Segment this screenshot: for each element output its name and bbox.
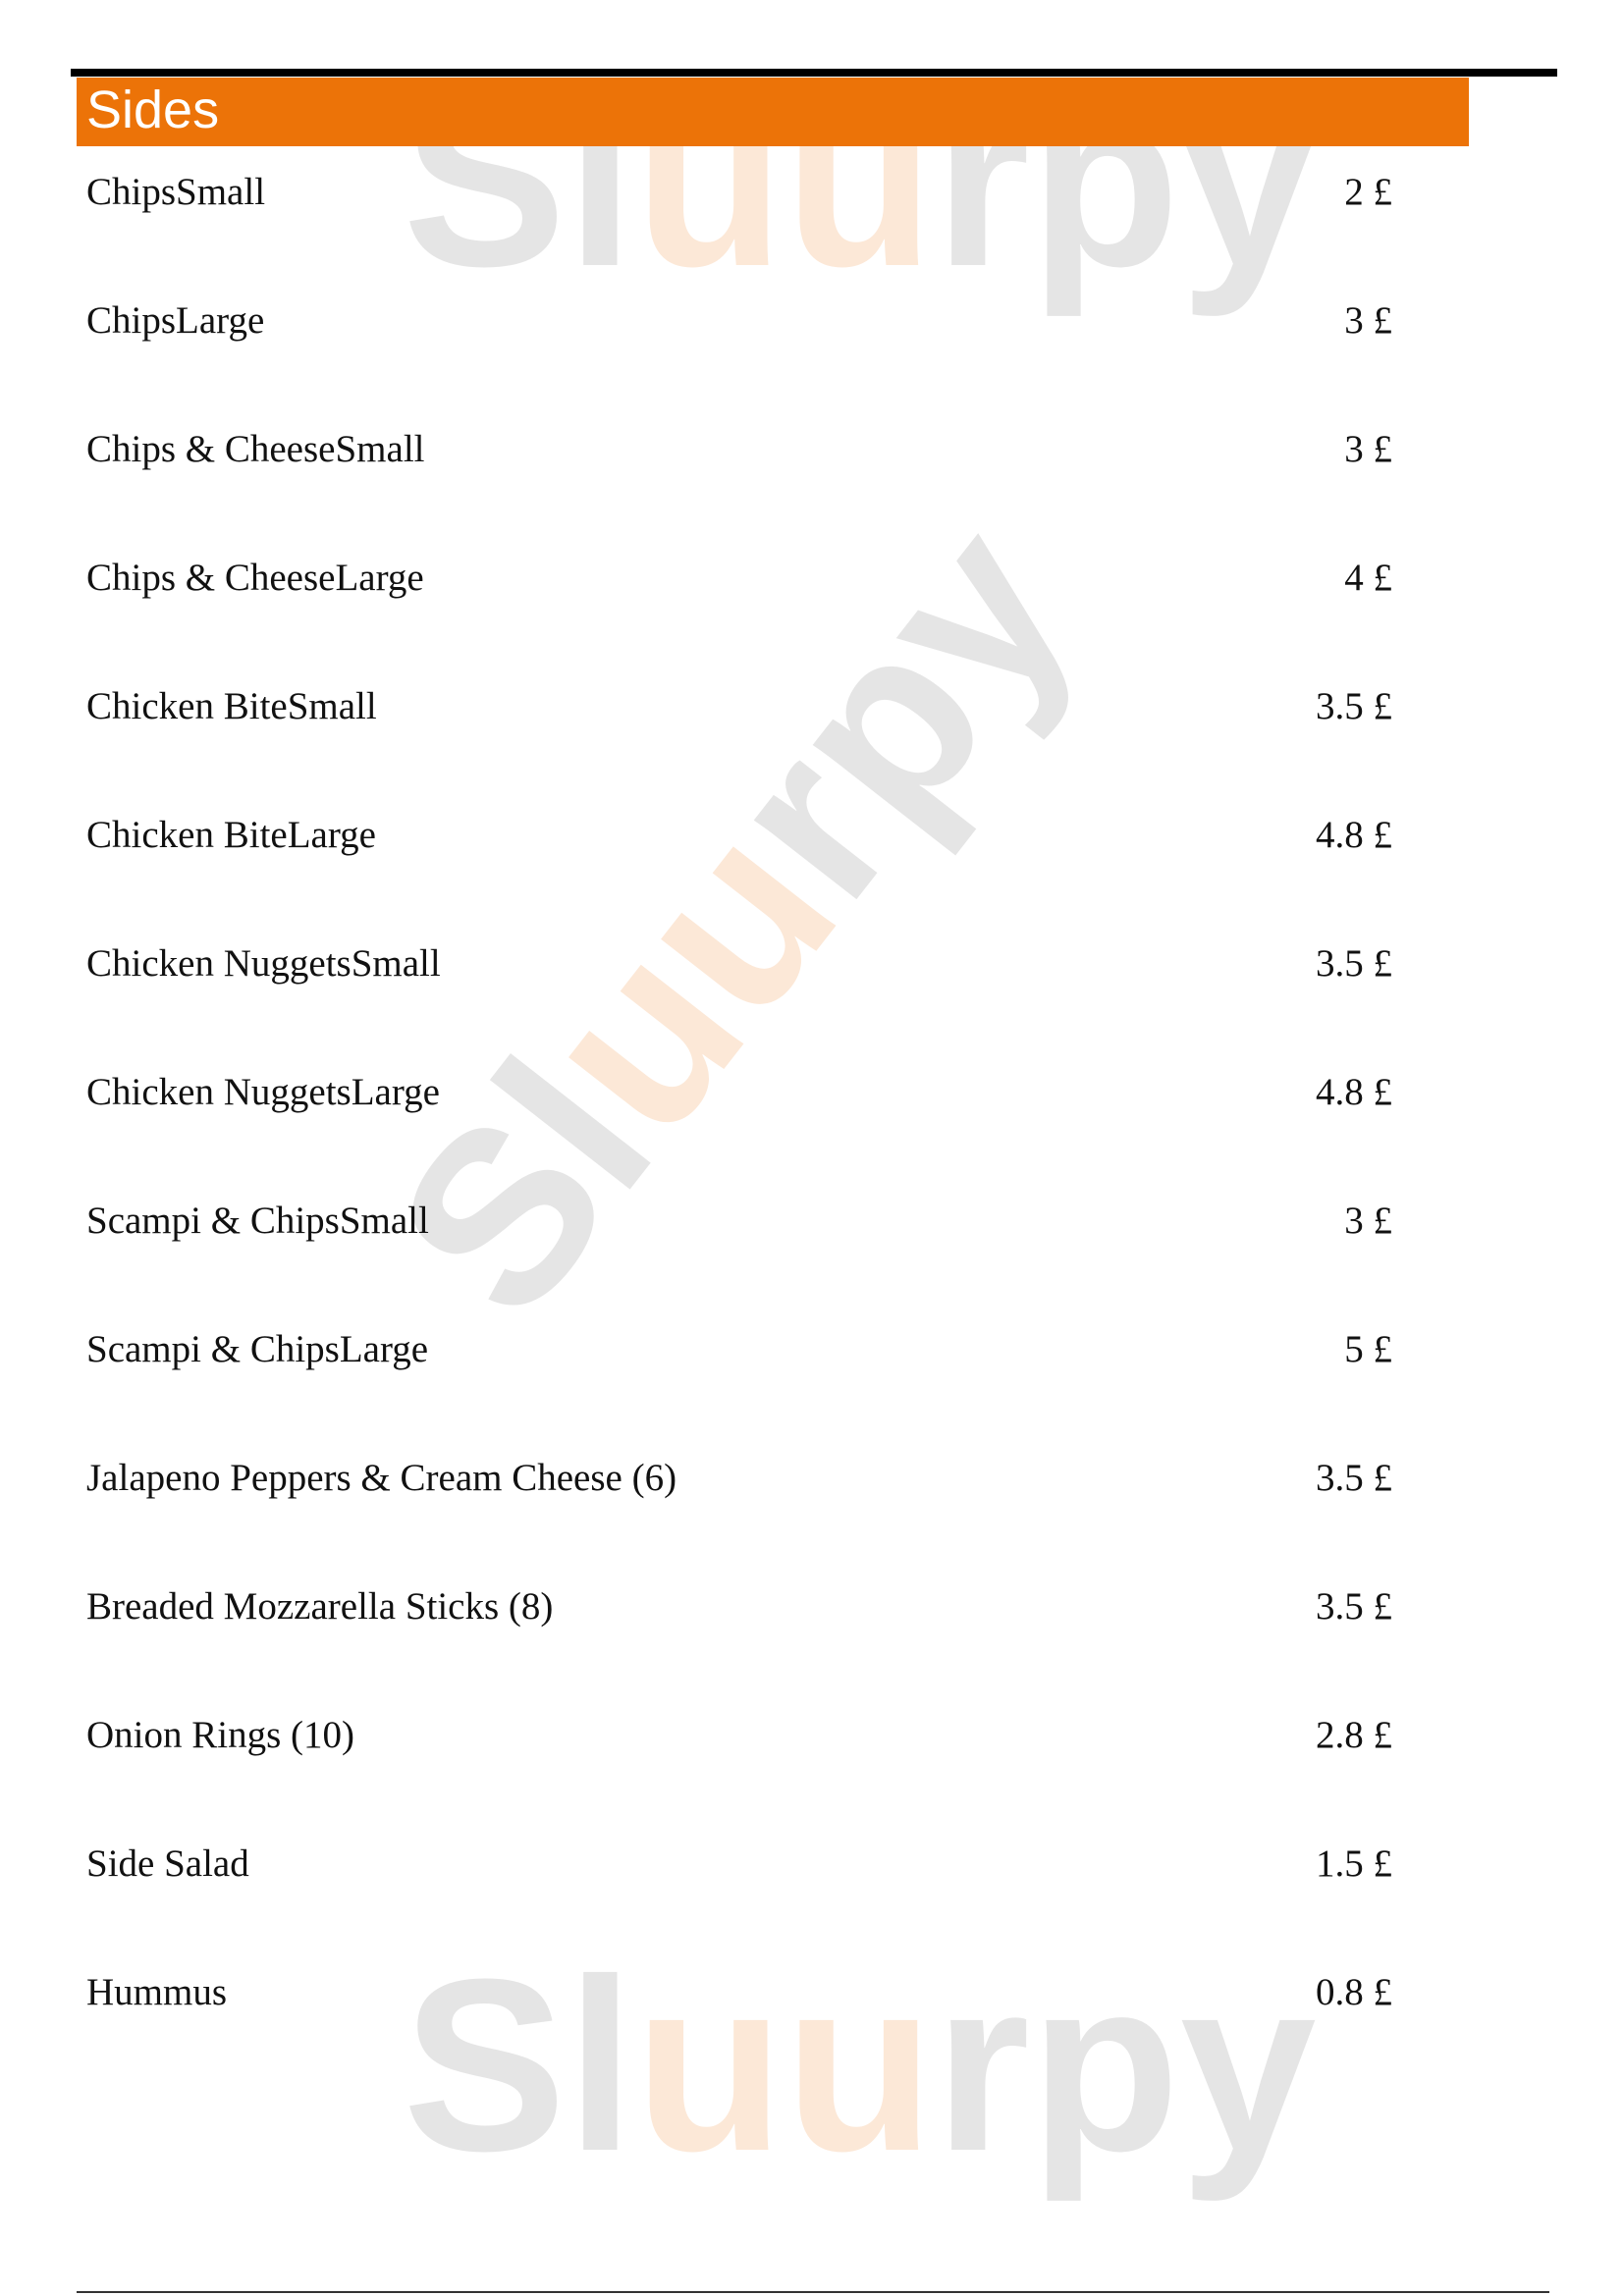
menu-item-name: Chicken BiteSmall <box>86 685 377 727</box>
menu-item-name: Chicken NuggetsLarge <box>86 1071 440 1113</box>
menu-item-price: 3 £ <box>1344 299 1392 342</box>
menu-item-price: 0.8 £ <box>1316 1971 1392 2013</box>
menu-item-price: 4.8 £ <box>1316 814 1392 856</box>
watermark-logo: Sluurpy <box>344 475 1122 1364</box>
section-title: Sides <box>86 80 220 139</box>
menu-item <box>86 558 1392 686</box>
menu-item-name: Hummus <box>86 1971 228 2013</box>
menu-item-name: Scampi & ChipsSmall <box>86 1200 429 1242</box>
menu-item <box>86 686 1392 815</box>
menu-item <box>86 1458 1392 1586</box>
menu-item-name: ChipsLarge <box>86 299 265 342</box>
menu-item-name: Jalapeno Peppers & Cream Cheese (6) <box>86 1457 677 1499</box>
watermark-logo: Sluurpy <box>403 43 1317 317</box>
menu-item-price: 5 £ <box>1344 1328 1392 1370</box>
menu-item <box>86 1843 1392 1972</box>
menu-item <box>86 1072 1392 1201</box>
menu-item <box>86 1715 1392 1843</box>
menu-item-price: 3 £ <box>1344 428 1392 470</box>
top-divider <box>71 69 1557 77</box>
menu-item <box>86 1586 1392 1715</box>
menu-item-price: 3.5 £ <box>1316 1585 1392 1628</box>
menu-item-name: Scampi & ChipsLarge <box>86 1328 429 1370</box>
menu-item-name: Chicken BiteLarge <box>86 814 376 856</box>
menu-item-price: 2.8 £ <box>1316 1714 1392 1756</box>
watermark-logo: Sluurpy <box>403 1928 1317 2202</box>
menu-item-price: 3.5 £ <box>1316 685 1392 727</box>
menu-item-price: 4.8 £ <box>1316 1071 1392 1113</box>
menu-item <box>86 1329 1392 1458</box>
menu-item-price: 2 £ <box>1344 171 1392 213</box>
menu-item-name: Chicken NuggetsSmall <box>86 942 441 985</box>
menu-list <box>86 172 1392 2101</box>
bottom-divider <box>77 2291 1549 2293</box>
section-header <box>77 78 1469 146</box>
menu-item-price: 3 £ <box>1344 1200 1392 1242</box>
menu-item-price: 3.5 £ <box>1316 1457 1392 1499</box>
menu-item <box>86 1972 1392 2101</box>
menu-item-name: Breaded Mozzarella Sticks (8) <box>86 1585 554 1628</box>
menu-item <box>86 1201 1392 1329</box>
menu-item-name: Chips & CheeseLarge <box>86 557 424 599</box>
menu-item <box>86 429 1392 558</box>
menu-item-price: 1.5 £ <box>1316 1842 1392 1885</box>
menu-item <box>86 815 1392 943</box>
menu-item-name: Chips & CheeseSmall <box>86 428 425 470</box>
menu-item-name: Side Salad <box>86 1842 249 1885</box>
menu-item <box>86 300 1392 429</box>
menu-item <box>86 943 1392 1072</box>
menu-item-name: Onion Rings (10) <box>86 1714 354 1756</box>
menu-item-name: ChipsSmall <box>86 171 266 213</box>
menu-item-price: 4 £ <box>1344 557 1392 599</box>
menu-item-price: 3.5 £ <box>1316 942 1392 985</box>
menu-item <box>86 172 1392 300</box>
